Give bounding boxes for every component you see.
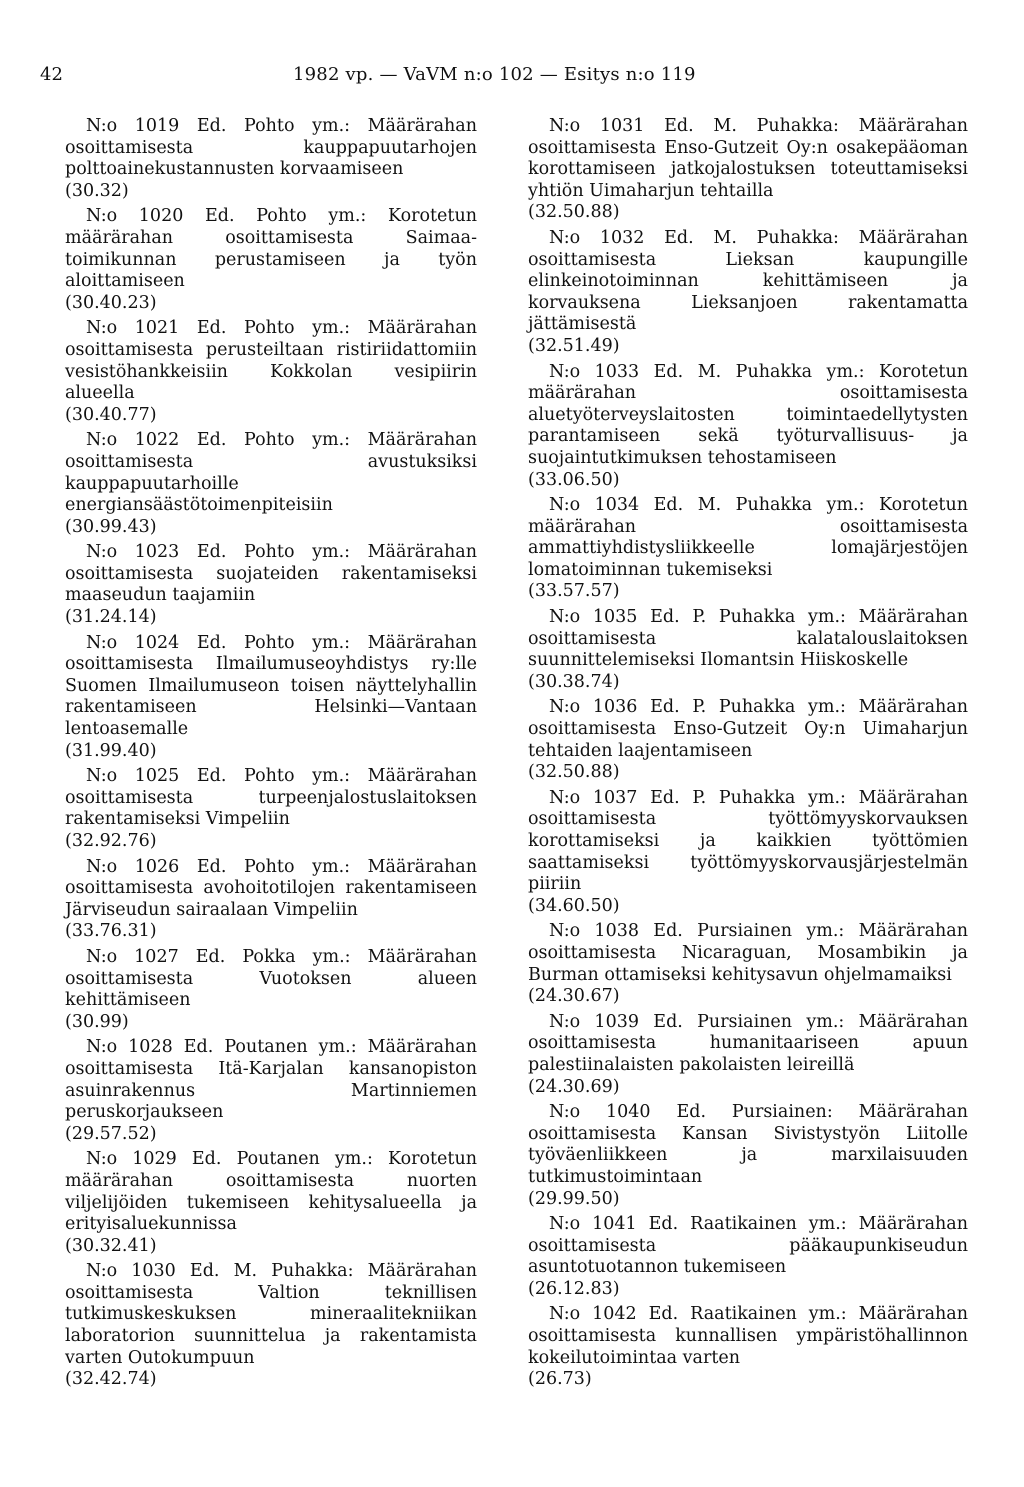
list-item <box>65 1149 477 1257</box>
list-item <box>528 1304 968 1390</box>
list-item <box>528 697 968 783</box>
entry-text: N:o 1020 Ed. Pohto ym.: Korotetun määrärahan osoittamisesta Saimaa-toimikunnan perustamiseen ja työn aloittamiseen <box>65 206 477 292</box>
entry-code: (31.24.14) <box>65 607 157 628</box>
entry-text: N:o 1029 Ed. Poutanen ym.: Korotetun määrärahan osoittamisesta nuorten viljelijöiden tukemiseen kehitysalueella ja erityisaluekunnissa <box>65 1149 477 1235</box>
entry-code: (26.12.83) <box>528 1278 620 1299</box>
entry-code: (32.42.74) <box>65 1369 157 1390</box>
list-item <box>528 607 968 693</box>
entry-code: (30.32.41) <box>65 1235 157 1256</box>
entry-text: N:o 1028 Ed. Poutanen ym.: Määrärahan osoittamisesta Itä-Karjalan kansanopiston asuinrakennus Martinniemen peruskorjaukseen <box>65 1037 477 1123</box>
entry-code: (32.51.49) <box>528 335 620 356</box>
entry-text: N:o 1022 Ed. Pohto ym.: Määrärahan osoittamisesta avustuksiksi kauppapuutarhoille energiansäästötoimenpiteisiin <box>65 430 477 516</box>
entry-text: N:o 1037 Ed. P. Puhakka ym.: Määrärahan osoittamisesta työttömyyskorvauksen korottamiseksi ja kaikkien työttömien saattamiseksi työttömyyskorvausjärjestelmän piiriin <box>528 787 968 895</box>
entry-text: N:o 1038 Ed. Pursiainen ym.: Määrärahan osoittamisesta Nicaraguan, Mosambikin ja Burman ottamiseksi kehitysavun ohjelmamaiksi <box>528 921 968 985</box>
list-item <box>528 1102 968 1210</box>
running-title: 1982 vp. — VaVM n:o 102 — Esitys n:o 119 <box>293 64 696 85</box>
entry-code: (33.76.31) <box>65 921 157 942</box>
entry-code: (30.32) <box>65 180 129 201</box>
right-column <box>528 116 968 1395</box>
left-column <box>65 116 477 1395</box>
entry-code: (33.57.57) <box>528 581 620 602</box>
entry-code: (32.92.76) <box>65 831 157 851</box>
list-item <box>65 633 477 763</box>
entry-code: (30.99.43) <box>65 516 157 537</box>
list-item <box>528 362 968 492</box>
list-item <box>65 1261 477 1391</box>
entry-text: N:o 1041 Ed. Raatikainen ym.: Määrärahan osoittamisesta pääkaupunkiseudun asuntotuotannon tukemiseen <box>528 1214 968 1278</box>
list-item <box>65 542 477 628</box>
entry-text: N:o 1036 Ed. P. Puhakka ym.: Määrärahan osoittamisesta Enso-Gutzeit Oy:n Uimaharjun tehtaiden laajentamiseen <box>528 697 968 761</box>
entry-text: N:o 1019 Ed. Pohto ym.: Määrärahan osoittamisesta kauppapuutarhojen polttoainekustannusten korvaamiseen <box>65 116 477 180</box>
entry-code: (32.50.88) <box>528 762 620 783</box>
entry-text: N:o 1030 Ed. M. Puhakka: Määrärahan osoittamisesta Valtion teknillisen tutkimuskeskuksen mineraalitekniikan laboratorion suunnittelua ja rakentamista varten Outokumpuun <box>65 1261 477 1368</box>
list-item <box>65 857 477 943</box>
entry-code: (30.38.74) <box>528 671 620 692</box>
entry-code: (30.40.77) <box>65 404 157 425</box>
entry-text: N:o 1032 Ed. M. Puhakka: Määrärahan osoittamisesta Lieksan kaupungille elinkeinotoiminnan kehittämiseen ja korvauksena Lieksanjoen rakentamatta jättämisestä <box>528 227 968 335</box>
list-item <box>528 921 968 1007</box>
entry-text: N:o 1040 Ed. Pursiainen: Määrärahan osoittamisesta Kansan Sivistystyön Liitolle työväenliikkeen ja marxilaisuuden tutkimustoimintaan <box>528 1102 968 1187</box>
list-item <box>528 1012 968 1098</box>
entry-text: N:o 1023 Ed. Pohto ym.: Määrärahan osoittamisesta suojateiden rakentamiseksi maaseudun taajamiin <box>65 542 477 606</box>
list-item <box>65 1037 477 1145</box>
entry-text: N:o 1034 Ed. M. Puhakka ym.: Korotetun määrärahan osoittamisesta ammattiyhdistysliikkeelle lomajärjestöjen lomatoiminnan tukemiseksi <box>528 495 968 580</box>
list-item <box>65 206 477 314</box>
entry-text: N:o 1031 Ed. M. Puhakka: Määrärahan osoittamisesta Enso-Gutzeit Oy:n osakepääoman korottamiseen jatkojalostuksen toteuttamiseksi yhtiön Uimaharjun tehtailla <box>528 116 968 201</box>
page-number: 42 <box>40 64 63 85</box>
entry-code: (34.60.50) <box>528 895 620 916</box>
entry-code: (32.50.88) <box>528 202 620 223</box>
list-item <box>65 430 477 538</box>
page-header <box>40 64 984 88</box>
entry-text: N:o 1042 Ed. Raatikainen ym.: Määrärahan osoittamisesta kunnallisen ympäristöhallinnon kokeilutoimintaa varten <box>528 1304 968 1368</box>
entry-code: (24.30.69) <box>528 1076 620 1097</box>
list-item <box>65 947 477 1033</box>
list-item <box>65 116 477 202</box>
entry-code: (30.99) <box>65 1011 129 1032</box>
entry-code: (31.99.40) <box>65 740 157 761</box>
entry-text: N:o 1039 Ed. Pursiainen ym.: Määrärahan osoittamisesta humanitaariseen apuun palestiinalaisten pakolaisten leireillä <box>528 1011 968 1075</box>
list-item <box>528 1214 968 1300</box>
entry-text: N:o 1025 Ed. Pohto ym.: Määrärahan osoittamisesta turpeenjalostuslaitoksen rakentamiseksi Vimpeliin <box>65 766 477 830</box>
entry-text: N:o 1026 Ed. Pohto ym.: Määrärahan osoittamisesta avohoitotilojen rakentamiseen Järviseudun sairaalaan Vimpeliin <box>65 856 477 920</box>
entry-text: N:o 1033 Ed. M. Puhakka ym.: Korotetun määrärahan osoittamisesta aluetyöterveyslaitosten toimintaedellytysten parantamiseen sekä työturvallisuus- ja suojaintutkimuksen tehostamiseen <box>528 361 968 468</box>
list-item <box>65 318 477 426</box>
entry-text: N:o 1027 Ed. Pokka ym.: Määrärahan osoittamisesta Vuotoksen alueen kehittämiseen <box>65 946 477 1011</box>
entry-code: (33.06.50) <box>528 469 620 490</box>
list-item <box>528 228 968 358</box>
entry-text: N:o 1021 Ed. Pohto ym.: Määrärahan osoittamisesta perusteiltaan ristiriidattomiin vesistöhankkeisiin Kokkolan vesipiirin alueella <box>65 318 477 404</box>
entry-code: (29.57.52) <box>65 1123 157 1144</box>
entry-code: (26.73) <box>528 1369 592 1390</box>
entry-code: (24.30.67) <box>528 986 620 1007</box>
entry-text: N:o 1035 Ed. P. Puhakka ym.: Määrärahan osoittamisesta kalatalouslaitoksen suunnittelemiseksi Ilomantsin Hiiskoskelle <box>528 607 968 671</box>
list-item <box>65 766 477 852</box>
list-item <box>528 116 968 224</box>
entry-code: (30.40.23) <box>65 292 157 313</box>
list-item <box>528 495 968 603</box>
entry-text: N:o 1024 Ed. Pohto ym.: Määrärahan osoittamisesta Ilmailumuseoyhdistys ry:lle Suomen Ilmailumuseon toisen näyttelyhallin rakentamiseen Helsinki—Vantaan lentoasemalle <box>65 632 477 740</box>
entry-code: (29.99.50) <box>528 1188 620 1209</box>
list-item <box>528 788 968 918</box>
